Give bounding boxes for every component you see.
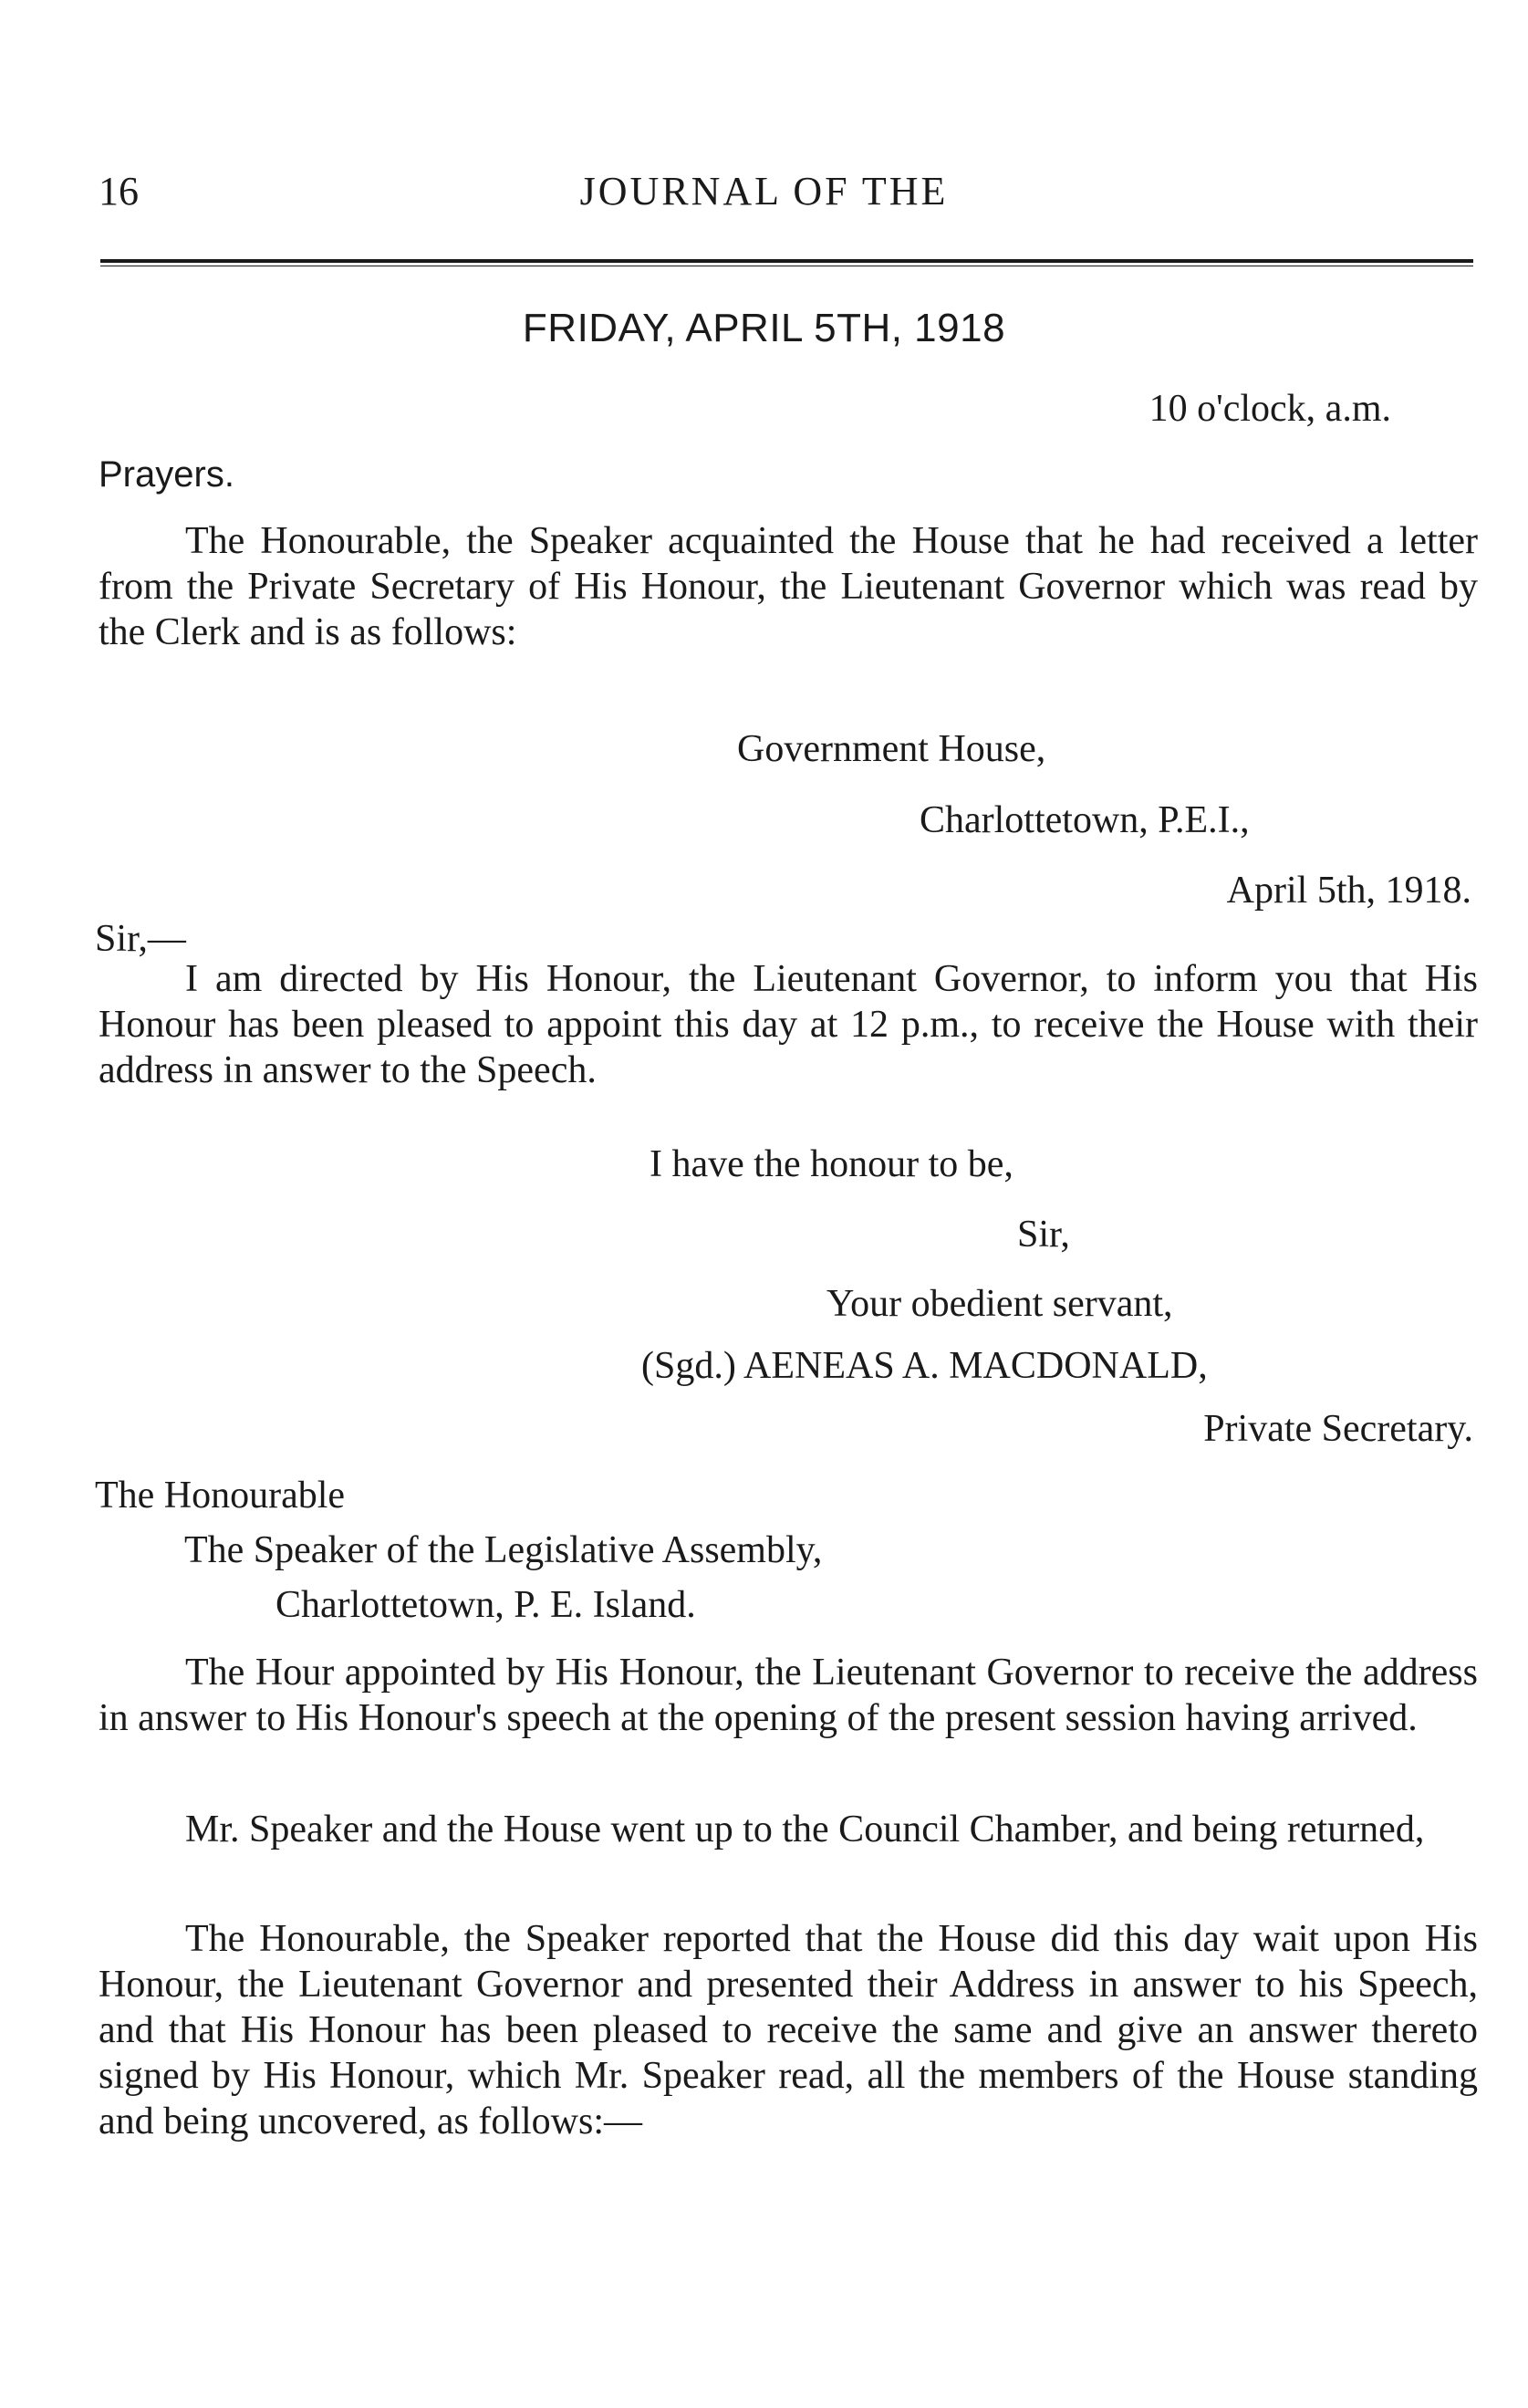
letter-body: I am directed by His Honour, the Lieutenant Governor, to inform you that His Honour has been pleased to appoint this day at 12 p.m., to receive the House with their address in answer to the Speech.: [99, 958, 1478, 1091]
letter-closing-line3: Your obedient servant,: [826, 1283, 1173, 1325]
letter-address-line1: Government House,: [737, 728, 1046, 770]
intro-paragraph: The Honourable, the Speaker acquainted the House that he had received a letter from the Private Secretary of His Honour, the Lieutenant Governor which was read by the Clerk and is as follows:: [99, 520, 1478, 653]
letter-recipient-line3: Charlottetown, P. E. Island.: [275, 1584, 696, 1626]
letter-closing-line1: I have the honour to be,: [650, 1143, 1013, 1185]
sitting-date-heading: FRIDAY, APRIL 5TH, 1918: [522, 306, 1006, 350]
letter-closing-line2: Sir,: [1017, 1214, 1070, 1256]
proceedings-paragraph-3: The Honourable, the Speaker reported that the House did this day wait upon His Honour, the Lieutenant Governor and presented their Address in answer to his Speech, and that His Honour has been pleased to receive the same and give an answer thereto signed by His Honour, which Mr. Speaker read, all the members of the House standing and being uncovered, as follows:—: [99, 1918, 1478, 2142]
letter-recipient-line2: The Speaker of the Legislative Assembly,: [184, 1529, 823, 1571]
sitting-time: 10 o'clock, a.m.: [1149, 388, 1391, 430]
proceedings-paragraph-1: The Hour appointed by His Honour, the Lieutenant Governor to receive the address in answer to His Honour's speech at the opening of the present session having arrived.: [99, 1652, 1478, 1739]
letter-recipient-line1: The Honourable: [95, 1475, 346, 1517]
letter-address-line2: Charlottetown, P.E.I.,: [920, 799, 1250, 841]
letter-signature: (Sgd.) AENEAS A. MACDONALD,: [641, 1345, 1208, 1387]
letter-date: April 5th, 1918.: [1226, 870, 1471, 912]
prayers-label: Prayers.: [99, 454, 234, 495]
letter-salutation: Sir,—: [95, 918, 186, 960]
running-title: JOURNAL OF THE: [579, 169, 949, 214]
page-number: 16: [99, 169, 139, 214]
proceedings-paragraph-2: Mr. Speaker and the House went up to the Council Chamber, and being returned,: [185, 1809, 1425, 1850]
letter-signatory-title: Private Secretary.: [1203, 1408, 1473, 1450]
header-rule: [100, 259, 1473, 263]
